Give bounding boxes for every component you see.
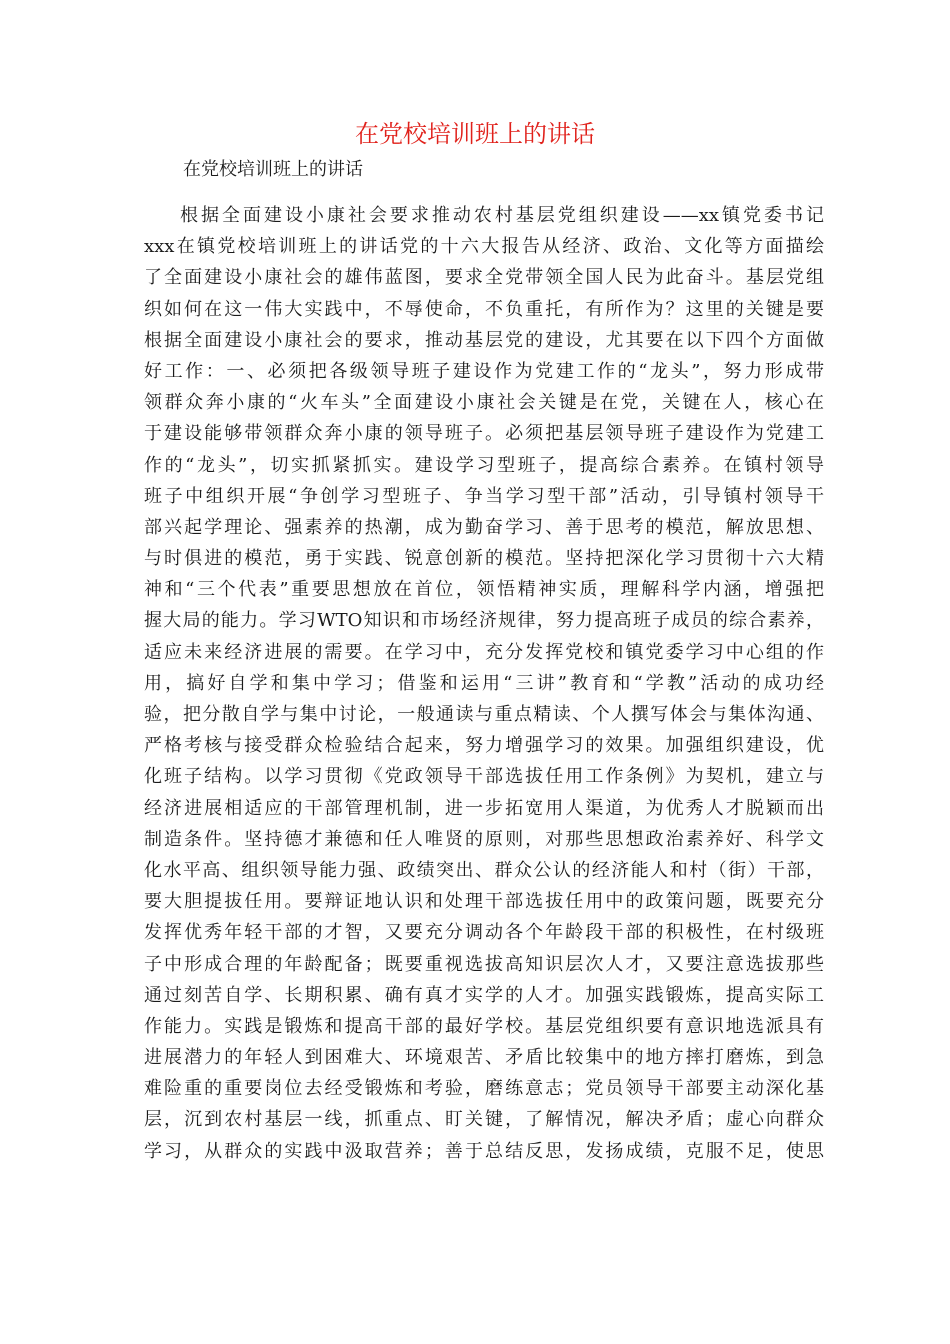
body-line: 化班子结构。以学习贯彻《党政领导干部选拔任用工作条例》为契机，建立与 bbox=[144, 766, 824, 788]
body-line: 严格考核与接受群众检验结合起来，努力增强学习的效果。加强组织建设，优 bbox=[144, 735, 824, 757]
document-subtitle: 在党校培训班上的讲话 bbox=[183, 159, 363, 180]
body-line: 进展潜力的年轻人到困难大、环境艰苦、矛盾比较集中的地方摔打磨炼，到急 bbox=[144, 1047, 824, 1069]
body-line: 作的“龙头”，切实抓紧抓实。建设学习型班子，提高综合素养。在镇村领导 bbox=[144, 454, 824, 476]
body-line: 于建设能够带领群众奔小康的领导班子。必须把基层领导班子建设作为党建工 bbox=[144, 423, 824, 445]
body-line: 子中形成合理的年龄配备；既要重视选拔高知识层次人才，又要注意选拔那些 bbox=[144, 953, 824, 975]
body-line: 层，沉到农村基层一线，抓重点、盯关键，了解情况，解决矛盾；虚心向群众 bbox=[144, 1109, 824, 1131]
body-line: 领群众奔小康的“火车头”全面建设小康社会关键是在党，关键在人，核心在 bbox=[144, 392, 824, 414]
body-line: 发挥优秀年轻干部的才智，又要充分调动各个年龄段干部的积极性，在村级班 bbox=[144, 922, 824, 944]
body-line: 验，把分散自学与集中讨论，一般通读与重点精读、个人撰写体会与集体沟通、 bbox=[144, 704, 824, 725]
body-line: 制造条件。坚持德才兼德和任人唯贤的原则，对那些思想政治素养好、科学文 bbox=[144, 828, 824, 850]
body-line: 班子中组织开展“争创学习型班子、争当学习型干部”活动，引导镇村领导干 bbox=[144, 485, 824, 507]
body-paragraph bbox=[144, 200, 824, 1167]
body-line: 化水平高、组织领导能力强、政绩突出、群众公认的经济能人和村（街）干部， bbox=[144, 859, 824, 881]
body-line: 神和“三个代表”重要思想放在首位，领悟精神实质，理解科学内涵，增强把 bbox=[144, 579, 824, 601]
body-line: 根据全面建设小康社会要求推动农村基层党组织建设——xx镇党委书记 bbox=[180, 205, 824, 226]
body-line: 了全面建设小康社会的雄伟蓝图，要求全党带领全国人民为此奋斗。基层党组 bbox=[144, 267, 824, 289]
body-line: 织如何在这一伟大实践中，不辱使命，不负重托，有所作为？这里的关键是要 bbox=[144, 298, 824, 320]
body-line: 握大局的能力。学习WTO知识和市场经济规律，努力提高班子成员的综合素养， bbox=[144, 610, 824, 632]
body-line: 通过刻苦自学、长期积累、确有真才实学的人才。加强实践锻炼，提高实际工 bbox=[144, 984, 824, 1006]
body-line: 部兴起学理论、强素养的热潮，成为勤奋学习、善于思考的模范，解放思想、 bbox=[144, 516, 824, 538]
body-line: 经济进展相适应的干部管理机制，进一步拓宽用人渠道，为优秀人才脱颖而出 bbox=[144, 797, 824, 819]
body-line: 与时俱进的模范，勇于实践、锐意创新的模范。坚持把深化学习贯彻十六大精 bbox=[144, 548, 824, 570]
body-line: 好工作：一、必须把各级领导班子建设作为党建工作的“龙头”，努力形成带 bbox=[144, 360, 824, 382]
body-line: xxx在镇党校培训班上的讲话党的十六大报告从经济、政治、文化等方面描绘 bbox=[144, 236, 824, 258]
body-line: 作能力。实践是锻炼和提高干部的最好学校。基层党组织要有意识地选派具有 bbox=[144, 1015, 824, 1037]
body-line: 学习，从群众的实践中汲取营养；善于总结反思，发扬成绩，克服不足，使思 bbox=[144, 1140, 824, 1162]
body-line: 根据全面建设小康社会的要求，推动基层党的建设，尤其要在以下四个方面做 bbox=[144, 329, 824, 351]
body-line: 要大胆提拔任用。要辩证地认识和处理干部选拔任用中的政策问题，既要充分 bbox=[144, 891, 824, 913]
body-line: 适应未来经济进展的需要。在学习中，充分发挥党校和镇党委学习中心组的作 bbox=[144, 641, 824, 663]
body-line: 用，搞好自学和集中学习；借鉴和运用“三讲”教育和“学教”活动的成功经 bbox=[144, 672, 824, 694]
body-line: 难险重的重要岗位去经受锻炼和考验，磨练意志；党员领导干部要主动深化基 bbox=[144, 1078, 824, 1100]
document-title: 在党校培训班上的讲话 bbox=[355, 120, 595, 148]
